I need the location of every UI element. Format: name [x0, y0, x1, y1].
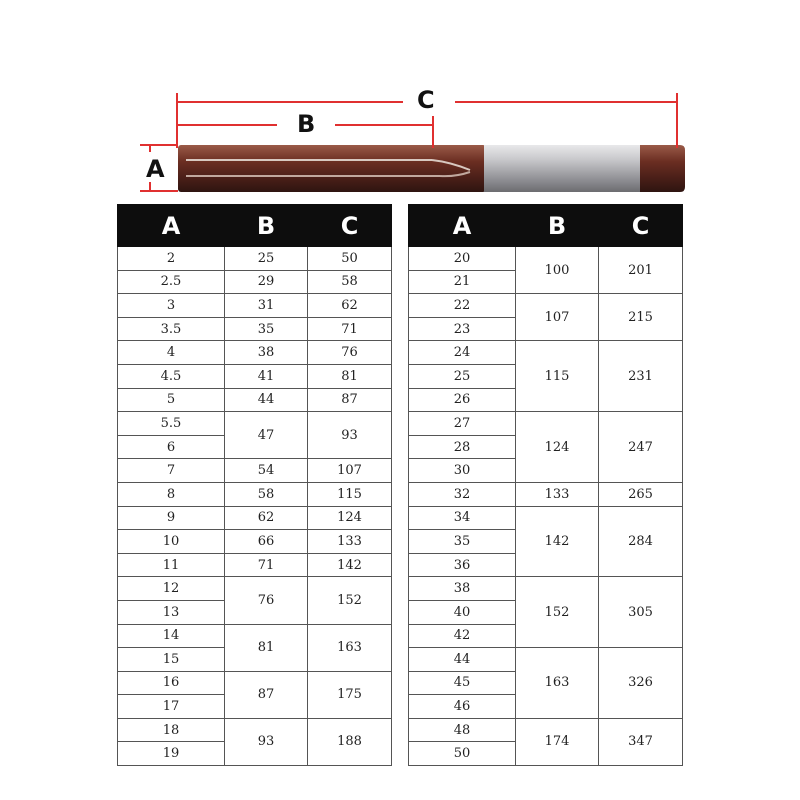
cell-a: 18 — [118, 718, 225, 742]
cell-c: 163 — [308, 624, 392, 671]
cell-a: 3 — [118, 294, 225, 318]
table-row — [118, 388, 392, 412]
cell-b: 93 — [225, 718, 308, 765]
cell-b: 76 — [225, 577, 308, 624]
cell-c: 142 — [308, 553, 392, 577]
cell-a: 45 — [409, 671, 516, 695]
cell-c: 76 — [308, 341, 392, 365]
cell-a: 38 — [409, 577, 516, 601]
table-row — [118, 247, 392, 271]
table-header-row — [118, 205, 392, 247]
cell-b: 87 — [225, 671, 308, 718]
cell-a: 30 — [409, 459, 516, 483]
cell-b: 25 — [225, 247, 308, 271]
size-table-left — [117, 204, 392, 766]
table-row — [118, 364, 392, 388]
cell-a: 26 — [409, 388, 516, 412]
column-header-b: B — [516, 205, 599, 247]
cell-a: 11 — [118, 553, 225, 577]
reamer-diagram — [0, 0, 800, 200]
table-row — [118, 459, 392, 483]
table-row — [409, 577, 683, 601]
table-row — [409, 412, 683, 436]
cell-c: 133 — [308, 530, 392, 554]
cell-a: 19 — [118, 742, 225, 766]
cell-a: 5 — [118, 388, 225, 412]
cell-c: 326 — [599, 648, 683, 719]
column-header-a: A — [118, 205, 225, 247]
cell-c: 231 — [599, 341, 683, 412]
table-row — [409, 506, 683, 530]
cell-c: 58 — [308, 270, 392, 294]
cell-b: 174 — [516, 718, 599, 765]
cell-b: 35 — [225, 317, 308, 341]
cell-a: 25 — [409, 364, 516, 388]
table-row — [118, 577, 392, 601]
cell-c: 115 — [308, 482, 392, 506]
cell-a: 42 — [409, 624, 516, 648]
table-row — [118, 530, 392, 554]
cell-b: 142 — [516, 506, 599, 577]
cell-b: 31 — [225, 294, 308, 318]
cell-a: 32 — [409, 482, 516, 506]
cell-b: 41 — [225, 364, 308, 388]
cell-a: 23 — [409, 317, 516, 341]
flute-body — [178, 145, 486, 192]
cell-a: 8 — [118, 482, 225, 506]
cell-a: 50 — [409, 742, 516, 766]
cell-a: 3.5 — [118, 317, 225, 341]
cell-a: 36 — [409, 553, 516, 577]
table-row — [118, 482, 392, 506]
column-header-b: B — [225, 205, 308, 247]
cell-a: 21 — [409, 270, 516, 294]
table-row — [118, 718, 392, 742]
cell-b: 100 — [516, 247, 599, 294]
table-row — [409, 341, 683, 365]
cell-a: 7 — [118, 459, 225, 483]
cell-a: 15 — [118, 648, 225, 672]
cell-b: 107 — [516, 294, 599, 341]
cell-a: 4.5 — [118, 364, 225, 388]
table-row — [118, 341, 392, 365]
table-row — [118, 624, 392, 648]
cell-a: 24 — [409, 341, 516, 365]
cell-a: 2.5 — [118, 270, 225, 294]
size-table-right — [408, 204, 683, 766]
column-header-c: C — [599, 205, 683, 247]
cell-c: 107 — [308, 459, 392, 483]
cell-a: 17 — [118, 695, 225, 719]
cell-c: 71 — [308, 317, 392, 341]
cell-a: 6 — [118, 435, 225, 459]
cell-b: 133 — [516, 482, 599, 506]
cell-a: 2 — [118, 247, 225, 271]
cell-a: 28 — [409, 435, 516, 459]
table-header-row — [409, 205, 683, 247]
shank — [484, 145, 640, 192]
cell-a: 48 — [409, 718, 516, 742]
cell-a: 12 — [118, 577, 225, 601]
cell-c: 347 — [599, 718, 683, 765]
cell-a: 35 — [409, 530, 516, 554]
cell-a: 22 — [409, 294, 516, 318]
square-drive — [640, 145, 685, 192]
cell-b: 62 — [225, 506, 308, 530]
reamer-drawing — [0, 0, 800, 200]
table-row — [118, 506, 392, 530]
table-row — [409, 718, 683, 742]
table-row — [409, 482, 683, 506]
cell-b: 66 — [225, 530, 308, 554]
cell-b: 58 — [225, 482, 308, 506]
table-row — [409, 294, 683, 318]
cell-b: 163 — [516, 648, 599, 719]
cell-a: 14 — [118, 624, 225, 648]
cell-a: 40 — [409, 600, 516, 624]
dimension-label-a: A — [146, 155, 165, 183]
table-row — [118, 317, 392, 341]
cell-c: 201 — [599, 247, 683, 294]
cell-b: 29 — [225, 270, 308, 294]
cell-c: 215 — [599, 294, 683, 341]
cell-b: 38 — [225, 341, 308, 365]
cell-b: 71 — [225, 553, 308, 577]
cell-c: 247 — [599, 412, 683, 483]
cell-b: 152 — [516, 577, 599, 648]
cell-c: 62 — [308, 294, 392, 318]
cell-a: 9 — [118, 506, 225, 530]
table-row — [409, 648, 683, 672]
cell-c: 284 — [599, 506, 683, 577]
cell-a: 27 — [409, 412, 516, 436]
cell-c: 81 — [308, 364, 392, 388]
cell-a: 44 — [409, 648, 516, 672]
cell-a: 46 — [409, 695, 516, 719]
table-row — [118, 412, 392, 436]
cell-c: 50 — [308, 247, 392, 271]
table-row — [118, 553, 392, 577]
cell-a: 4 — [118, 341, 225, 365]
cell-b: 54 — [225, 459, 308, 483]
cell-a: 5.5 — [118, 412, 225, 436]
cell-c: 93 — [308, 412, 392, 459]
cell-c: 265 — [599, 482, 683, 506]
cell-b: 47 — [225, 412, 308, 459]
cell-b: 124 — [516, 412, 599, 483]
column-header-c: C — [308, 205, 392, 247]
dimension-label-b: B — [297, 110, 316, 138]
cell-a: 34 — [409, 506, 516, 530]
cell-c: 188 — [308, 718, 392, 765]
cell-c: 87 — [308, 388, 392, 412]
table-row — [118, 294, 392, 318]
dimension-label-c: C — [417, 86, 435, 114]
cell-a: 13 — [118, 600, 225, 624]
cell-b: 44 — [225, 388, 308, 412]
table-row — [118, 270, 392, 294]
cell-a: 20 — [409, 247, 516, 271]
column-header-a: A — [409, 205, 516, 247]
table-row — [409, 247, 683, 271]
cell-c: 305 — [599, 577, 683, 648]
cell-c: 124 — [308, 506, 392, 530]
cell-a: 16 — [118, 671, 225, 695]
cell-a: 10 — [118, 530, 225, 554]
cell-b: 81 — [225, 624, 308, 671]
cell-b: 115 — [516, 341, 599, 412]
cell-c: 175 — [308, 671, 392, 718]
table-row — [118, 671, 392, 695]
cell-c: 152 — [308, 577, 392, 624]
